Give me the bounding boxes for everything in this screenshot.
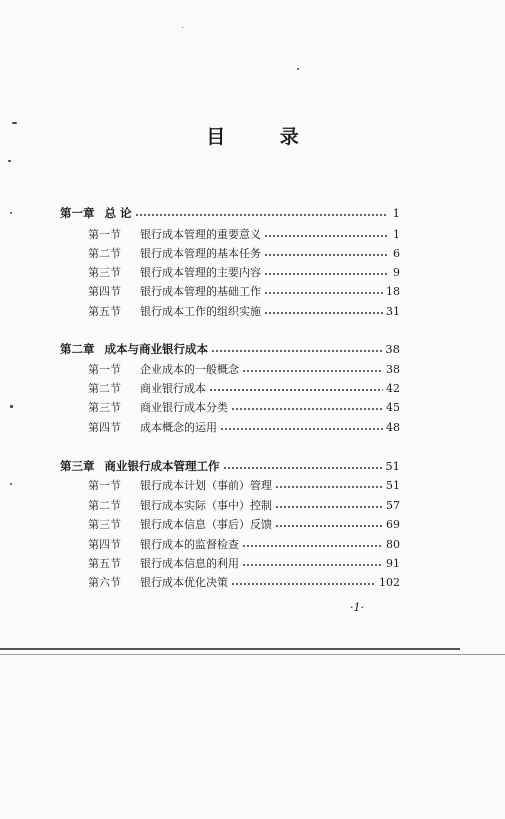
section-number: 第一节	[88, 228, 121, 241]
dot-leader	[275, 506, 383, 508]
dot-leader	[231, 583, 376, 585]
section-title: 企业成本的一般概念	[140, 363, 239, 376]
toc-chapter-1[interactable]	[60, 204, 400, 222]
scan-edge-rule	[0, 648, 460, 650]
toc-section[interactable]	[88, 476, 400, 494]
section-title: 银行成本计划（事前）管理	[140, 479, 272, 492]
section-number: 第二节	[88, 382, 121, 395]
section-number: 第四节	[88, 285, 121, 298]
section-number: 第四节	[88, 421, 121, 434]
chapter-title: 成本与商业银行成本	[104, 342, 208, 356]
dot-leader	[242, 545, 383, 547]
toc-section[interactable]	[88, 379, 400, 397]
dot-leader	[264, 273, 387, 275]
dot-leader	[264, 235, 387, 237]
page-number: 6	[393, 246, 400, 260]
section-title: 银行成本信息的利用	[140, 557, 239, 570]
toc-section[interactable]	[88, 263, 400, 281]
page-number: 80	[386, 537, 400, 551]
scan-speck	[12, 122, 17, 124]
page-number: 38	[386, 362, 400, 376]
dot-leader	[264, 292, 383, 294]
section-title: 银行成本优化决策	[140, 576, 228, 589]
toc-chapter-3[interactable]	[60, 457, 400, 475]
page-number: 42	[386, 381, 400, 395]
page-number: 38	[385, 342, 400, 356]
section-number: 第六节	[88, 576, 121, 589]
section-title: 银行成本的监督检查	[140, 538, 239, 551]
section-number: 第四节	[88, 538, 121, 551]
scan-edge-rule	[0, 654, 505, 655]
dot-leader	[211, 350, 382, 352]
section-number: 第三节	[88, 401, 121, 414]
dot-leader	[242, 564, 383, 566]
section-number: 第五节	[88, 305, 121, 318]
scan-speck	[10, 405, 13, 408]
page-number: 51	[385, 459, 400, 473]
page-number: 9	[393, 265, 400, 279]
section-number: 第一节	[88, 479, 121, 492]
section-title: 银行成本信息（事后）反馈	[140, 518, 272, 531]
section-number: 第二节	[88, 247, 121, 260]
toc-section[interactable]	[88, 360, 400, 378]
toc-section[interactable]	[88, 515, 400, 533]
scan-speck	[182, 27, 183, 28]
section-title: 商业银行成本分类	[140, 401, 228, 414]
section-title: 商业银行成本	[140, 382, 206, 395]
section-title: 成本概念的运用	[140, 421, 217, 434]
dot-leader	[135, 214, 387, 216]
toc-section[interactable]	[88, 244, 400, 262]
toc-section[interactable]	[88, 418, 400, 436]
dot-leader	[209, 389, 383, 391]
scan-speck	[297, 68, 299, 70]
page-number: 91	[386, 556, 400, 570]
toc-section[interactable]	[88, 398, 400, 416]
chapter-title: 总 论	[104, 206, 132, 220]
dot-leader	[264, 312, 383, 314]
dot-leader	[275, 486, 383, 488]
page-folio: ·1·	[350, 601, 364, 614]
dot-leader	[264, 254, 387, 256]
page-number: 31	[386, 304, 400, 318]
scan-speck	[10, 483, 12, 485]
page-number: 57	[386, 498, 400, 512]
page-number: 18	[386, 284, 400, 298]
page-number: 45	[386, 400, 400, 414]
section-title: 银行成本工作的组织实施	[140, 305, 261, 318]
dot-leader	[220, 428, 383, 430]
toc-chapter-2[interactable]	[60, 340, 400, 358]
toc-section[interactable]	[88, 225, 400, 243]
section-number: 第五节	[88, 557, 121, 570]
page-number: 69	[386, 517, 400, 531]
dot-leader	[242, 370, 383, 372]
page-number: 1	[392, 206, 400, 220]
section-number: 第三节	[88, 266, 121, 279]
chapter-title: 商业银行成本管理工作	[104, 459, 220, 473]
dot-leader	[275, 525, 383, 527]
section-number: 第二节	[88, 499, 121, 512]
toc-section[interactable]	[88, 535, 400, 553]
toc-section[interactable]	[88, 573, 400, 591]
dot-leader	[223, 467, 383, 469]
toc-section[interactable]	[88, 554, 400, 572]
page-title: 目 录	[206, 126, 323, 148]
scan-speck	[8, 160, 11, 162]
section-title: 银行成本管理的基本任务	[140, 247, 261, 260]
page-number: 48	[386, 420, 400, 434]
scan-speck	[10, 212, 12, 214]
toc-section[interactable]	[88, 302, 400, 320]
page-number: 102	[379, 575, 400, 589]
chapter-number: 第一章	[60, 206, 95, 220]
page-number: 51	[386, 478, 400, 492]
section-number: 第一节	[88, 363, 121, 376]
page-number: 1	[393, 227, 400, 241]
section-title: 银行成本管理的主要内容	[140, 266, 261, 279]
chapter-number: 第二章	[60, 342, 95, 356]
section-title: 银行成本管理的重要意义	[140, 228, 261, 241]
dot-leader	[231, 408, 383, 410]
chapter-number: 第三章	[60, 459, 95, 473]
toc-section[interactable]	[88, 496, 400, 514]
section-title: 银行成本实际（事中）控制	[140, 499, 272, 512]
section-number: 第三节	[88, 518, 121, 531]
section-title: 银行成本管理的基础工作	[140, 285, 261, 298]
toc-section[interactable]	[88, 282, 400, 300]
